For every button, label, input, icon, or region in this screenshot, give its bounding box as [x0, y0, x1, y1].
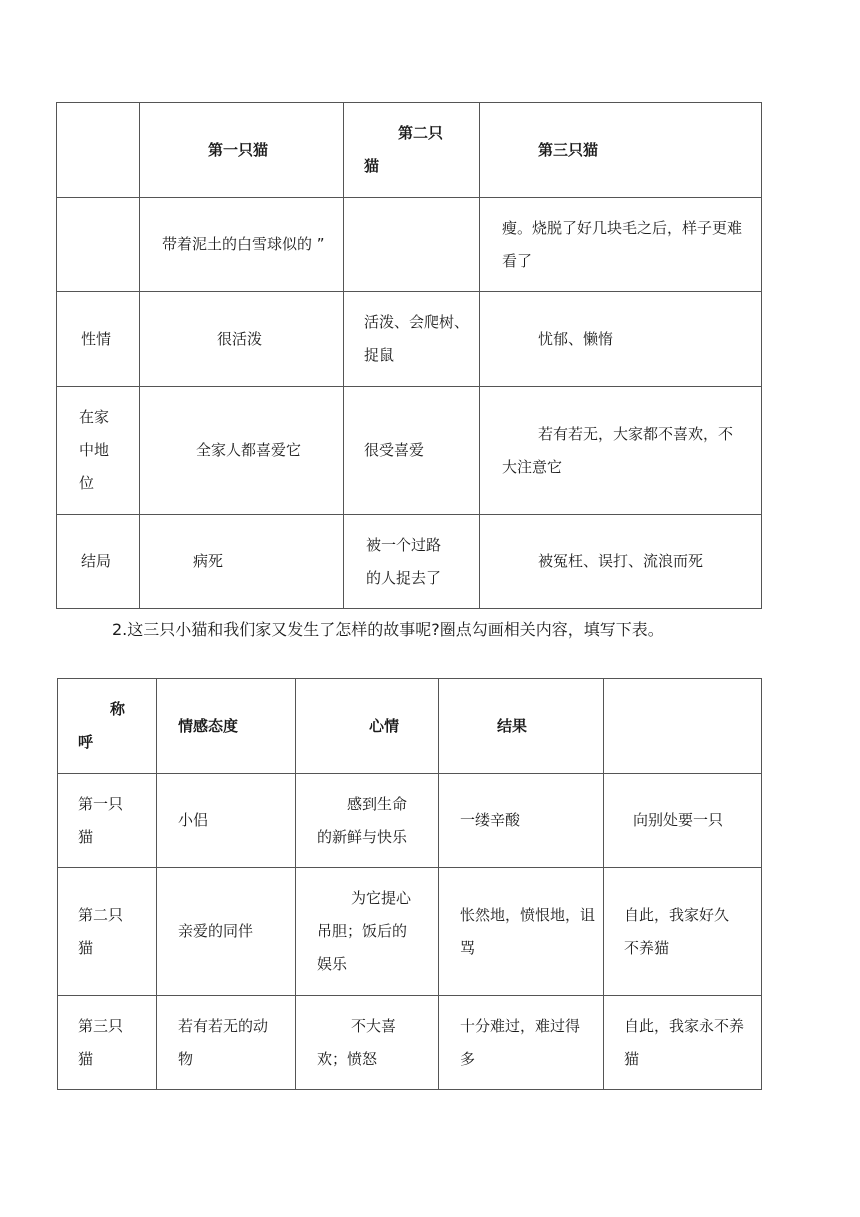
table-cell: 若有若无的动物 [157, 996, 296, 1090]
table-row [57, 292, 762, 387]
table-cell: 忧郁、懒惰 [480, 292, 762, 387]
row-label: 结局 [57, 515, 140, 609]
cat-comparison-table [56, 102, 762, 609]
table-cell: 感到生命的新鲜与快乐 [296, 774, 439, 868]
table-cell: 全家人都喜爱它 [140, 387, 344, 515]
row-label: 在家中地位 [57, 387, 140, 515]
table-cell: 很受喜爱 [344, 387, 480, 515]
row-label: 第三只猫 [58, 996, 157, 1090]
table-cell: 亲爱的同伴 [157, 868, 296, 996]
table-cell: 若有若无，大家都不喜欢，不大注意它 [480, 387, 762, 515]
question-text: 2.这三只小猫和我们家又发生了怎样的故事呢?圈点勾画相关内容，填写下表。 [112, 620, 664, 639]
header-cell: 称呼 [58, 679, 157, 774]
table-cell: 活泼、会爬树、捉鼠 [344, 292, 480, 387]
table-cell: 自此，我家永不养猫 [604, 996, 762, 1090]
header-cell: 心情 [296, 679, 439, 774]
header-cell: 第二只猫 [344, 103, 480, 198]
table-cell: 十分难过，难过得多 [439, 996, 604, 1090]
table-cell: 病死 [140, 515, 344, 609]
header-cell [57, 103, 140, 198]
table-row [58, 774, 762, 868]
table-row [58, 996, 762, 1090]
header-cell: 第三只猫 [480, 103, 762, 198]
table-header-row [58, 679, 762, 774]
table-cell: 怅然地，愤恨地，诅骂 [439, 868, 604, 996]
table-cell: 向别处要一只 [604, 774, 762, 868]
header-cell: 第一只猫 [140, 103, 344, 198]
table-row [58, 868, 762, 996]
table-cell: 为它提心吊胆；饭后的娱乐 [296, 868, 439, 996]
table-cell: 很活泼 [140, 292, 344, 387]
table-cell: 被冤枉、误打、流浪而死 [480, 515, 762, 609]
table-header-row [57, 103, 762, 198]
header-cell [604, 679, 762, 774]
table-cell: 被一个过路的人捉去了 [344, 515, 480, 609]
table-cell [344, 198, 480, 292]
row-label: 第二只猫 [58, 868, 157, 996]
table-cell: 自此，我家好久不养猫 [604, 868, 762, 996]
story-table [57, 678, 762, 1090]
table-row [57, 387, 762, 515]
table-cell: 不大喜欢；愤怒 [296, 996, 439, 1090]
table-row [57, 515, 762, 609]
table-cell: 小侣 [157, 774, 296, 868]
table-cell: 一缕辛酸 [439, 774, 604, 868]
table-cell: 带着泥土的白雪球似的 ” [140, 198, 344, 292]
row-label: 性情 [57, 292, 140, 387]
table-row [57, 198, 762, 292]
header-cell: 结果 [439, 679, 604, 774]
table-cell: 瘦。烧脱了好几块毛之后，样子更难看了 [480, 198, 762, 292]
header-cell: 情感态度 [157, 679, 296, 774]
row-label [57, 198, 140, 292]
row-label: 第一只猫 [58, 774, 157, 868]
